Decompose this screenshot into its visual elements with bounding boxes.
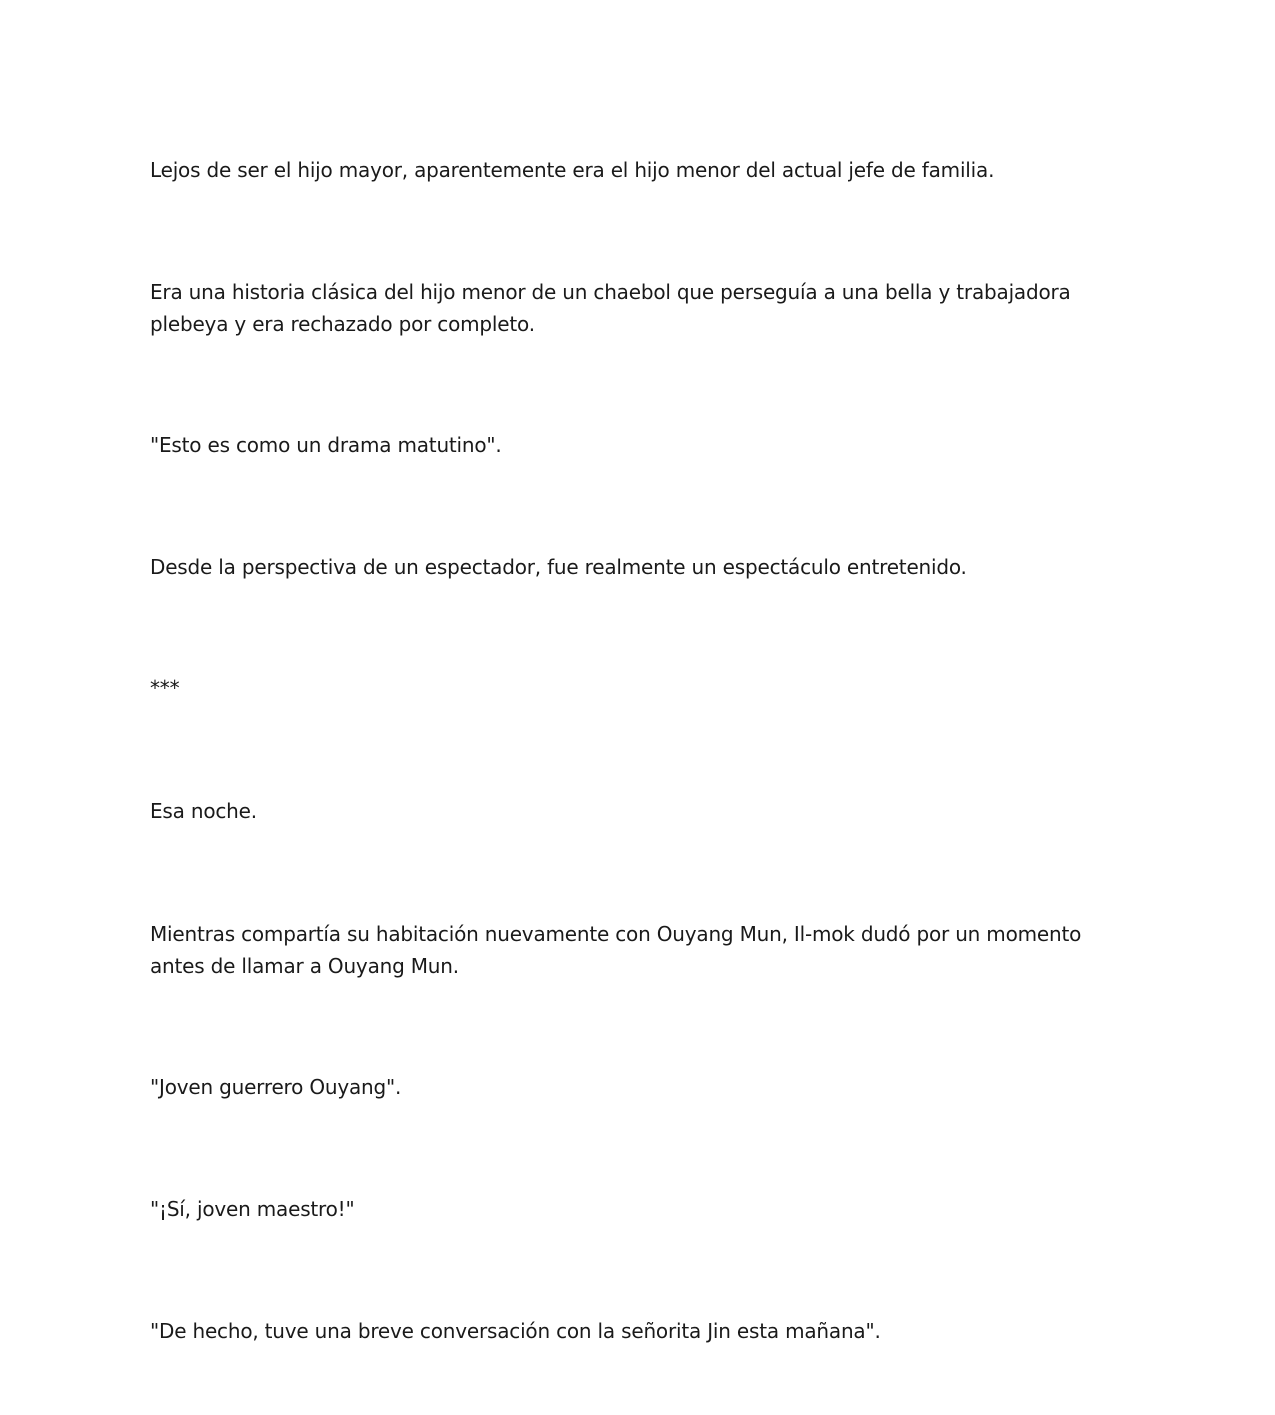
paragraph-4: Desde la perspectiva de un espectador, fue realmente un espectáculo entretenido. [150, 555, 967, 579]
paragraph-3: "Esto es como un drama matutino". [150, 433, 502, 457]
paragraph-9: "De hecho, tuve una breve conversación con la señorita Jin esta mañana". [150, 1319, 881, 1343]
paragraph-7: "Joven guerrero Ouyang". [150, 1075, 402, 1099]
scene-break: *** [150, 676, 180, 700]
paragraph-5: Esa noche. [150, 799, 257, 823]
paragraph-2: Era una historia clásica del hijo menor de un chaebol que perseguía a una bella y trabajadora plebeya y era rechazado por completo. [150, 280, 1071, 336]
paragraph-8: "¡Sí, joven maestro!" [150, 1197, 355, 1221]
paragraph-1: Lejos de ser el hijo mayor, aparentemente era el hijo menor del actual jefe de familia. [150, 158, 995, 182]
paragraph-6: Mientras compartía su habitación nuevamente con Ouyang Mun, Il-mok dudó por un momento antes de llamar a Ouyang Mun. [150, 922, 1082, 978]
